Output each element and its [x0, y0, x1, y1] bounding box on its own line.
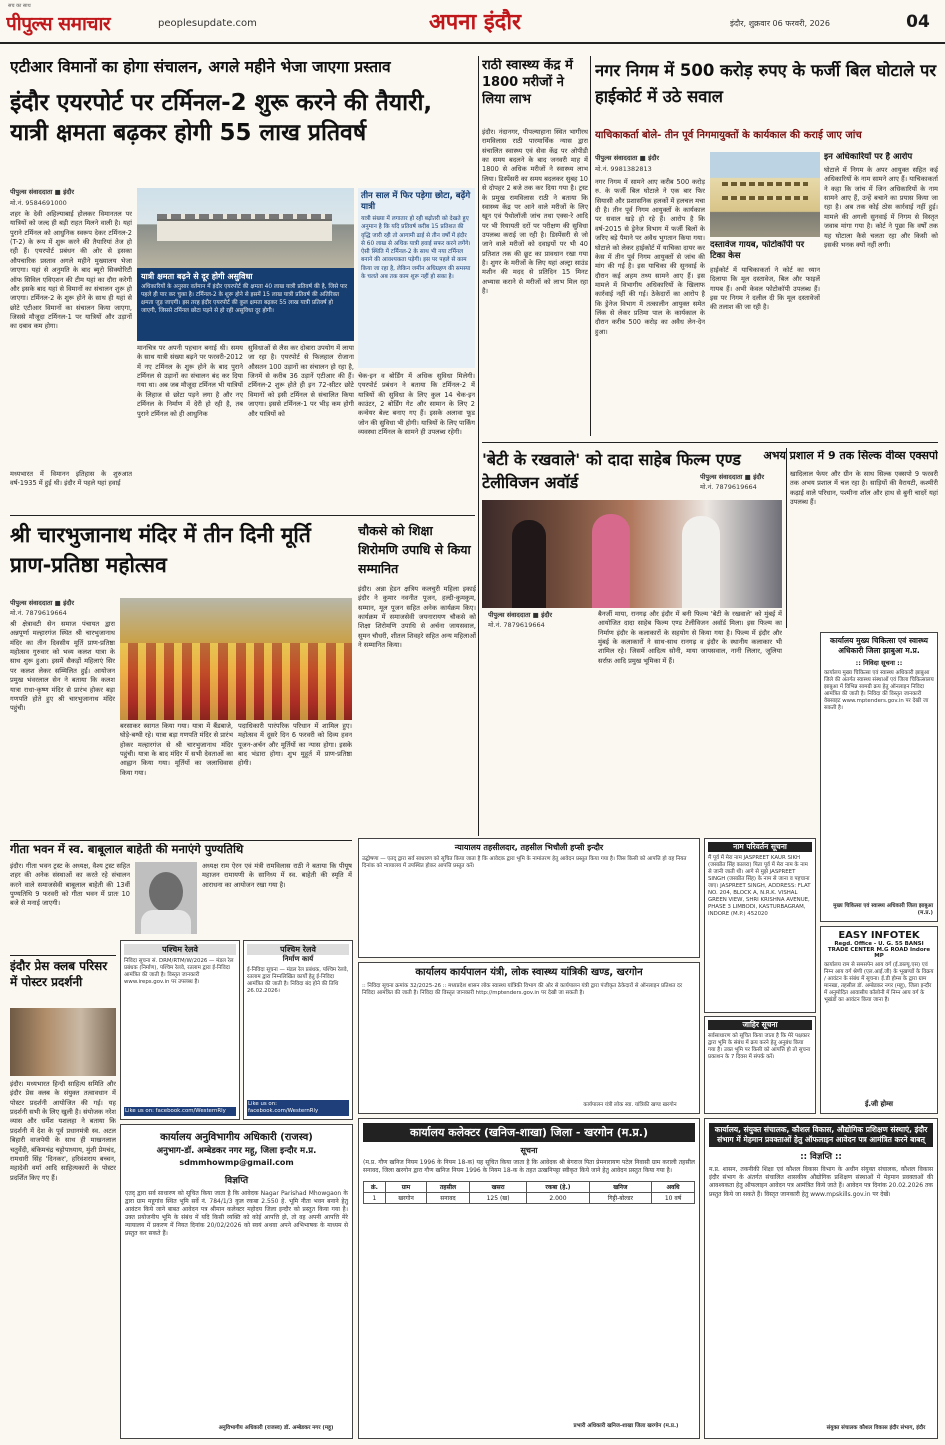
abhay-mobile: मो.नं. 7879619664: [700, 483, 757, 491]
easy-infotek-notice: [820, 926, 938, 1114]
western-rly-notice-2: [243, 940, 353, 1120]
khanij-title: कार्यालय कलेक्टर (खनिज-शाखा) जिला - खरगोन (म.प्र.): [363, 1123, 695, 1142]
khanij-table: [363, 1181, 695, 1204]
easy-sign: ई.जी होम्स: [864, 1100, 894, 1108]
column-rule: [478, 56, 479, 836]
geeta-headline: गीता भवन में स्व. बाबूलाल बाहेती की मनाएंगे पुण्यतिथि: [10, 843, 244, 856]
chaar-headline: श्री चारभुजानाथ मंदिर में तीन दिनी मूर्ति प्राण-प्रतिष्ठा महोत्सव: [10, 523, 311, 578]
anu-email[interactable]: sdmmhowmp@gmail.com: [179, 1158, 294, 1167]
airport-col1: शहर के देवी अहिल्याबाई होलकर विमानतल पर यात्रियों को जल्द ही बड़ी राहत मिलने वाली है। यहां पुराने टर्मिनल को आधुनिक स्वरूप देकर टर्मिनल-2 (T-2) के रूप में शुरू करने की तैयारियां तेज हो रही हैं। एयरपोर्ट प्रबंधन की ओर से इसका औपचारिक प्रस्ताव अगले महीने मुख्यालय भेजा जाएगा। यहां से अनुमति के बाद ब्यूरो सिक्योरिटी ऑफ सिविल एविएशन की टीम यहां का दौरा करेगी और इसके बाद यहां से विमानों का संचालन शुरू हो जाएगा। टर्मिनल-2 के शुरू होने के साथ ही यहां से छोटे एटीआर विमानों का संचालन किया जाएगा, जिससे मौजूदा टर्मिनल-1 पर यात्रियों और उड़ानों का दबाव कम होगा।: [10, 210, 132, 331]
nagar-side-box: [824, 152, 938, 438]
anu-text: एतद् द्वारा सर्व साधारण को सूचित किया जाता है कि आवेदक Nagar Parishad Mhowgaon के द्वारा ग्राम महूगांव स्थित भूमि सर्वे नं. 784/1/3 कुल रकबा 2.550 हे. भूमि नीता भवन बनाने हेतु आवंटन किये जाने बाबत आवेदन पत्र श्रीमान कलेक्टर महोदय जिला इन्दौर को प्रस्तुत किया गया है। उक्त प्रयोजनीय भूमि के संबंध में यदि किसी व्यक्ति को कोई आपत्ति हो, तो वह अपनी आपत्ति मेरे न्यायालय में प्रकरण में नियत दिनांक 20/02/2026 को स्वयं अथवा अपने अभिभाषक के माध्यम से प्रस्तुत कर सकते हैं।: [125, 1190, 348, 1238]
press-photo: [10, 1008, 116, 1076]
western1-link[interactable]: Like us on: facebook.com/WesternRly: [124, 1107, 236, 1116]
airport-side-text: यात्री संख्या में लगातार हो रही बढ़ोतरी को देखते हुए अनुमान है कि यदि प्रतिवर्ष करीब 15 प्रतिशत की वृद्धि जारी रही तो आगामी ढाई से तीन वर्षों में इंदौर से 60 लाख से अधिक यात्री हवाई सफर करने लगेंगे। ऐसी स्थिति में टर्मिनल-2 के साथ भी नया टर्मिनल बनाने की आवश्यकता पड़ेगी। इस पर पहले से काम किया जा रहा है, लेकिन जमीन अधिग्रहण की समस्या के चलते अब तक काम शुरू नहीं हो सका है।: [361, 216, 471, 280]
airport-col3: सुविधाओं से लैस कर दोबारा उपयोग में लाया जा रहा है। एयरपोर्ट से फिलहाल रोजाना औसतन 100 उड़ानों का संचालन हो रहा है, जिनमें से करीब 36 उड़ानें एटीआर की हैं। टर्मिनल-2 शुरू होते ही इन 72-सीटर छोटे विमानों को इसी टर्मिनल से संचालित किया जाएगा। इससे टर्मिनल-1 पर भीड़ कम होगी और यात्रियों को: [248, 344, 354, 418]
western1-title: पश्चिम रेलवे: [124, 944, 236, 955]
press-text: इंदौर। मध्यभारत हिन्दी साहित्य समिति और इंदौर प्रेस क्लब के संयुक्त तत्वावधान में पोस्टर प्रदर्शनी आयोजित की गई। यह प्रदर्शनी सभी के लिए खुली है। संयोजक नरेश व्यास और धर्मेश यशलहा ने बताया कि प्रदर्शनी में देश के पूर्व प्रधानमंत्री स्व. अटल बिहारी वाजपेयी के साथ ही माखनलाल चतुर्वेदी, बंकिमचंद्र चट्टोपाध्याय, मुंशी प्रेमचंद, रामधारी सिंह 'दिनकर', हरिवंशराय बच्चन, महादेवी वर्मा आदि साहित्यकारों के पोस्टर प्रदर्शित किए गए हैं।: [10, 1080, 116, 1182]
jahir-text: सर्वसाधारण को सूचित किया जाता है कि मेरे पक्षकार द्वारा भूमि के संबंध में क्रय करने हेतु अनुबंध किया गया है। उक्त भूमि पर किसी को आपत्ति हो तो सूचना प्रकाशन के 7 दिवस में संपर्क करें।: [708, 1033, 811, 1061]
kar-title: कार्यालय कार्यपालन यंत्री, लोक स्वास्थ्य यांत्रिकी खण्ड, खरगोन: [415, 967, 643, 978]
airport-side-box: [358, 188, 475, 368]
section-title: अपना इंदौर: [428, 10, 522, 35]
anu-sign: अनुविभागीय अधिकारी (राजस्व) डॉ. अम्बेडकर नगर (महू): [218, 1424, 334, 1431]
award-photo: [482, 500, 782, 608]
nyayalaya-text: उद्घोषणा — एतद् द्वारा सर्व साधारण को सूचित किया जाता है कि आवेदक द्वारा भूमि के नामांतरण हेतु आवेदन प्रस्तुत किया गया है। जिस किसी को आपत्ति हो वह नियत दिनांक को न्यायालय में उपस्थित होकर आपत्ति प्रस्तुत करें।: [362, 856, 687, 870]
column-rule: [590, 56, 591, 436]
nagar-headline: नगर निगम में 500 करोड़ रुपए के फर्जी बिल घोटाले पर हाईकोर्ट में उठे सवाल: [595, 61, 937, 106]
chaar-byline: पीपुल्स संवाददाता ■ इंदौर: [10, 599, 75, 607]
naam-title: नाम परिवर्तन सूचना: [708, 842, 812, 852]
nagar-photo-title: दस्तावेज गायब, फोटोकॉपी पर टिका केस: [710, 240, 805, 262]
western2-link[interactable]: Like us on: facebook.com/WesternRly: [247, 1100, 349, 1116]
rathi-text: इंदौर। नंदानगर, पीपल्याहाना स्थित भागीरथ रामविलास राठी पारमार्थिक न्यास द्वारा संचालित स्वास्थ्य एवं सेवा केंद्र पर ओपीडी का समय बदलने के बाद जनवरी माह में 1800 से अधिक मरीजों ने स्वास्थ्य लाभ लिया। डिस्पेंसरी का समय बदलकर सुबह 10 से दोपहर 2 बजे तक कर दिया गया है। ट्रस्ट के प्रमुख रामविलास राठी ने बताया कि स्वास्थ्य केंद्र पर आने वाले मरीजों के लिए खून एवं पैथोलॉजी जांच तथा एक्स-रे आदि पर भी रियायती दरों पर परीक्षण की सुविधा उपलब्ध कराई जा रही है। डिस्पेंसरी से जो जाने वाले मरीजों को दवाइयों पर भी 40 प्रतिशत तक की छूट का प्रावधान रखा गया है। शुगर के मरीजों के लिए यहां अल्ट्रा साउंड मशीन की मदद से प्रतिदिन 15 मिनट अभ्यास कराने से मरीजों को लाभ मिल रहा है।: [482, 128, 588, 296]
site-url[interactable]: peoplesupdate.com: [158, 18, 257, 29]
newspaper-logo: [6, 10, 156, 36]
cmho-notice: [820, 632, 938, 922]
nagar-subhead: याचिकाकर्ता बोले- तीन पूर्व निगमायुक्तों के कार्यकाल की कराई जाए जांच: [595, 130, 862, 141]
kar-sign: कार्यपालन यंत्री लोक स्वा. यांत्रिकी खण्ड खरगोन: [583, 1101, 677, 1108]
khanij-sub: सूचना: [520, 1146, 538, 1155]
kar-text: :: निविदा सूचना क्रमांक 32/2025-26 :: मध्यप्रदेश शासन लोक स्वास्थ्य यांत्रिकी विभाग की ओर से कार्यपालन यंत्री द्वारा पंजीकृत ठेकेदारों से ऑनलाइन प्रतिशत दर निविदा आमंत्रित की जाती है। निविदा की विस्तृत जानकारी http://mptenders.gov.in पर देखी जा सकती है।: [362, 983, 683, 997]
sanyukt-notice: [704, 1118, 938, 1439]
nagar-side-text: घोटाले में निगम के अपर आयुक्त सहित कई अधिकारियों के नाम सामने आए हैं। याचिकाकर्ता ने कहा कि जांच में जिन अधिकारियों के नाम सामने आए हैं, उन्हें बचाने का प्रयास किया जा रहा है। अब तक कोई ठोस कार्रवाई नहीं हुई। मामले की अगली सुनवाई में निगम से विस्तृत जवाब मांगा गया है। कोर्ट ने पूछा कि वर्षों तक यह घोटाला कैसे चलता रहा और किसी को इसकी भनक क्यों नहीं लगी।: [824, 166, 938, 249]
logo-text: पीपुल्स समाचार: [6, 13, 111, 35]
nagar-photo: [710, 152, 820, 237]
karyapalan-notice: [358, 962, 700, 1114]
anu-sub: अनुभाग-डॉ. अम्बेडकर नगर महू, जिला इन्दौर म.प्र.: [156, 1146, 317, 1156]
abhay-byline: पीपुल्स संवाददाता ■ इंदौर: [700, 473, 765, 481]
rathi-headline: राठी स्वास्थ्य केंद्र में 1800 मरीजों ने लिया लाभ: [482, 58, 573, 107]
cmho-sub: :: निविदा सूचना ::: [855, 658, 903, 667]
western2-text: ई-निविदा सूचना — मंडल रेल प्रबंधक, पश्चिम रेलवे, रतलाम द्वारा निम्नलिखित कार्यों हेतु ई-निविदा आमंत्रित की जाती है। निविदा बंद होने की तिथि 26.02.2026।: [247, 967, 349, 995]
naam-parivartan-notice: [704, 838, 816, 1013]
section-rule: [10, 840, 352, 841]
table-row: 1 खरगोन सनावद 125 (ख) 2.000 गिट्टी-बोल्डर 10 वर्ष: [364, 1193, 695, 1204]
nyayalaya-title: न्यायालय तहसीलदार, तहसील भिचौली हप्सी इन्दौर: [454, 843, 604, 852]
airport-byline: पीपुल्स संवाददाता ■ इंदौर: [10, 188, 75, 196]
airport-photo: [137, 188, 354, 268]
airport-caption-title: यात्री क्षमता बढ़ने से दूर होगी असुविधा: [141, 272, 253, 281]
chaar-mobile: मो.नं. 7879619664: [10, 609, 67, 617]
logo-tagline: सच का साथ: [8, 3, 31, 9]
abhay-text: खादिलाल फेयर और ग्रीन के साथ सिल्क एक्सपो 9 फरवरी तक अभय प्रशाल में चल रहा है। साड़ियों की वैरायटी, कश्मीरी कढ़ाई वाले परिधान, पश्मीना शॉल और हाथ से बुनी चादरें यहां उपलब्ध हैं।: [790, 470, 938, 507]
chauke-headline: चौकसे को शिक्षा शिरोमणि उपाधि से किया सम्मानित: [358, 523, 471, 576]
dada-mobile: मो.नं. 7879619664: [488, 621, 545, 629]
easy-title: EASY INFOTEK: [838, 930, 920, 941]
chaar-col3: पदाधिकारी पारंपरिक परिधान में शामिल हुए। महोत्सव में दूसरे दिन 6 फरवरी को दिव्य हवन पूजन-अर्चन और मूर्तियों का न्यास होगा। इसके बाद भंडारा होगा। शुभ मुहूर्त में प्राण-प्रतिष्ठा होगी।: [238, 722, 352, 768]
section-rule: [10, 955, 116, 956]
airport-headline: इंदौर एयरपोर्ट पर टर्मिनल-2 शुरू करने की तैयारी, यात्री क्षमता बढ़कर होगी 55 लाख प्रतिवर्ष: [10, 90, 433, 147]
naam-text: मैं पूर्व में मेरा नाम JASPREET KAUR SIKH (जसप्रीत सिंह कालरा) पिता पूर्व में मेरा नाम के नाम से जानी जाती थी। आगे से मुझे JASPREET SINGH (जसप्रीत सिंह) के नाम से जाना व पहचाना जाए। JASPREET SINGH, ADDRESS: FLAT NO. 204, BLOCK A, N.R.K. VISHAL GREEN VIEW, SHRI KRISHNA AVENUE, PHASE 3 LIMBODI, KASTURBAGRAM, INDORE (M.P.) 452020: [708, 855, 811, 918]
airport-caption-box: [137, 268, 354, 341]
sanyukt-text: म.प्र. शासन, तकनीकी शिक्षा एवं कौशल विकास विभाग के अधीन संयुक्त संचालक, कौशल विकास इंदौर संभाग के अंतर्गत संचालित शासकीय औद्योगिक प्रशिक्षण संस्थाओं में मेहमान प्रवक्ताओं की आवश्यकता हेतु ऑफलाइन आवेदन पत्र आमंत्रित किये जाते हैं। आवेदन पत्र दिनांक 20.02.2026 तक प्रस्तुत किये जा सकते हैं। विस्तृत जानकारी हेतु www.mpskills.gov.in पर देखें।: [709, 1166, 933, 1198]
jahir-title: जाहिर सूचना: [708, 1020, 812, 1030]
dateline: इंदौर, शुक्रवार 06 फरवरी, 2026: [730, 19, 830, 28]
geeta-text: इंदौर। गीता भवन ट्रस्ट के अध्यक्ष, वैश्य ट्रस्ट सहित शहर की अनेक संस्थाओं का करते रहे संचालन करने वाले समाजसेवी बाबूलाल बाहेती की 13वीं पुण्यतिथि 9 फरवरी को गीता भवन में प्रातः 10 बजे से मनाई जाएगी।: [10, 862, 130, 908]
sanyukt-sub: :: विज्ञप्ति ::: [800, 1152, 842, 1163]
sanyukt-sign: संयुक्त संचालक कौशल विकास इंदौर संभाग, इंदौर: [826, 1424, 926, 1431]
abhay-headline: अभय प्रशाल में 9 तक सिल्क वीव्स एक्सपो: [763, 450, 938, 462]
easy-text: कार्यालय राम से समसपेन आय वर्ग (ई.डब्ल्यू.एस) एवं निम्न आय वर्ग श्रेणी (एल.आई.जी) के भूखण्डों के विक्रय / आवंटन के संबंध में सूचना। ई.डी होम्स के द्वारा ग्राम मानखा, तहसील डॉ. अम्बेडकर नगर (महू), जिला इन्दौर में अनुमोदित आवासीय कॉलोनी में निम्न आय वर्ग के भूखंडों का आवंटन किया जाना है।: [824, 962, 934, 1004]
nagar-text: नगर निगम में सामने आए करीब 500 करोड़ रु. के फर्जी बिल घोटाले ने एक बार फिर सियासी और प्रशासनिक हलकों में हलचल मचा दी है। तीन पूर्व निगम आयुक्तों के कार्यकाल पर सवाल खड़े हो रहे हैं। आरोप है कि वर्ष-2015 से ड्रेनेज विभाग में फर्जी बिलों के जरिए बड़े पैमाने पर अवैध भुगतान किया गया। घोटाले को लेकर हाईकोर्ट में याचिका दायर कर केस में तीन पूर्व निगम आयुक्तों से जांच की मांग की गई है। इस याचिका की सुनवाई के दौरान कई अहम तथ्य सामने आए हैं। इस मामले में विभागीय अधिकारियों के खिलाफ कार्रवाई नहीं की गई। ठेकेदारों का आरोप है कि ड्रेनेज विभाग में तत्कालीन आयुक्त समेत लिंक से लेकर प्रतिमा पाल के कार्यकाल के दौरान करीब 500 करोड़ का अवैध लेन-देन हुआ।: [595, 178, 705, 336]
section-rule: [482, 442, 938, 443]
sanyukt-title: कार्यालय, संयुक्त संचालक, कौशल विकास, औद्योगिक प्रशिक्षण संस्थाएं, इंदौर संभाग में मेहमान प्रवक्ताओं हेतु ऑफलाइन आवेदन पत्र आमंत्रित करने बाबत्: [709, 1123, 933, 1147]
easy-sub: Regd. Office - U. G. 55 BANSI TRADE CENTER M.G ROAD Indore MP: [827, 941, 931, 959]
western1-text: निविदा सूचना सं. DRM/RTM/W/2026 — मंडल रेल प्रबंधक (निर्माण), पश्चिम रेलवे, रतलाम द्वारा ई-निविदा आमंत्रित की जाती है। विस्तृत जानकारी www.ireps.gov.in पर उपलब्ध है।: [124, 958, 234, 986]
press-headline: इंदौर प्रेस क्लब परिसर में पोस्टर प्रदर्शनी: [10, 959, 108, 990]
dada-byline: पीपुल्स संवाददाता ■ इंदौर: [488, 611, 553, 619]
chauke-text: इंदौर। अन्ना हेडन क्षत्रिय कलचुरी महिला इकाई इंदौर ने कुमार नवनीत पूजन, हल्दी-कुमकुम, सम्मान, मूल पूजन सहित अनेक कार्यक्रम किए। कार्यक्रम में समाजसेवी जयनारायण चौकसे को शिक्षा शिरोमणि उपाधि से अर्चना जायसवाल, सुमन चौधरी, शीतल शिवहरे सहित अन्य महिलाओं ने सम्मानित किया।: [358, 585, 476, 650]
masthead: [0, 0, 945, 44]
column-rule: [786, 448, 787, 628]
cmho-text: कार्यालय मुख्य चिकित्सा एवं स्वास्थ्य अधिकारी झाबुआ जिले की अंतर्गत स्वास्थ्य संस्थाओं एवं जिला चिकित्सालय झाबुआ में विभिन्न सामग्री क्रय हेतु ऑनलाइन निविदा आमंत्रित की जाती है। निविदा की विस्तृत जानकारी वेबसाइट www.mptenders.gov.in पर देखी जा सकती है।: [824, 669, 934, 711]
western-rly-notice-1: [120, 940, 240, 1120]
khanij-notice: [358, 1118, 700, 1439]
airport-kicker: एटीआर विमानों का होगा संचालन, अगले महीने भेजा जाएगा प्रस्ताव: [10, 58, 391, 76]
nyayalaya-notice: [358, 838, 700, 958]
khanij-text: (म.प्र. गौण खनिज नियम 1996 के नियम 18-क) यह सूचित किया जाता है कि आवेदक श्री बेगराज पिता प्रेमनारायण पटेल निवासी ग्राम कराली तहसील सनावद, जिला खरगोन द्वारा गौण खनिज नियम 1996 के नियम 18-क के तहत उत्खनिपट्टा स्वीकृत किये जाने हेतु आवेदन प्रस्तुत किया गया है।: [363, 1159, 695, 1175]
airport-caption-text: अधिकारियों के अनुसार वर्तमान में इंदौर एयरपोर्ट की क्षमता 40 लाख यात्री प्रतिवर्ष की है, जिसे पार पहले ही पार कर चुका है। टर्मिनल-2 के शुरू होने से इसमें 15 लाख यात्री प्रतिवर्ष की अतिरिक्त क्षमता जुड़ जाएगी। इस तरह इंदौर एयरपोर्ट की कुल क्षमता बढ़कर 55 लाख यात्री प्रतिवर्ष हो जाएगी, जिससे टर्मिनल छोटा पड़ने से हो रही असुविधा दूर होगी।: [141, 284, 348, 314]
page-number: 04: [906, 12, 930, 32]
jahir-notice: [704, 1016, 816, 1114]
western2-title: पश्चिम रेलवे: [247, 944, 349, 955]
cmho-title: कार्यालय मुख्य चिकित्सा एवं स्वास्थ्य अधिकारी जिला झाबुआ म.प्र.: [829, 636, 929, 655]
anuvibhagiya-notice: [120, 1124, 353, 1439]
airport-side-title: तीन साल में फिर पड़ेगा छोटा, बढ़ेंगे यात्री: [361, 191, 471, 212]
airport-col2: मानचित्र पर अपनी पहचान बनाई थी। समय के साथ यात्री संख्या बढ़ने पर फरवरी-2012 में नए टर्मिनल के शुरू होने के बाद पुराने टर्मिनल से उड़ानों का संचालन बंद कर दिया गया था। अब जब मौजूदा टर्मिनल भी यात्रियों के लिहाज से छोटा पड़ने लगा है और नए टर्मिनल के निर्माण में देरी हो रही है, तब पुराने टर्मिनल को ही आधुनिक: [137, 344, 243, 418]
nagar-mobile: मो.नं. 9981382813: [595, 165, 652, 173]
airport-col4: चेक-इन व बोर्डिंग में अधिक सुविधा मिलेगी। एयरपोर्ट प्रबंधन ने बताया कि टर्मिनल-2 में यात्रियों की सुविधा के लिए कुल 14 चेक-इन काउंटर, 2 बोर्डिंग गेट और सामान के लिए 2 कन्वेयर बेल्ट बनाए गए हैं। इसके अलावा फूड जोन की सुविधा भी होगी। यात्रियों के लिए पार्किंग व्यवस्था टर्मिनल के सामने ही उपलब्ध रहेगी।: [358, 372, 475, 437]
anu-title: कार्यालय अनुविभागीय अधिकारी (राजस्व): [160, 1132, 313, 1143]
geeta-text2: अध्यक्ष राम ऐरन एवं मंत्री रामविलास राठी ने बताया कि पीयूष महाजन रामायणी के सानिध्य में स्व. बाहेती की स्मृति में आराधना का आयोजन रखा गया है।: [202, 862, 352, 889]
table-row: क्रं. ग्राम तहसील खसरा रकबा (हे.) खनिज अवधि: [364, 1182, 695, 1193]
procession-photo: [120, 598, 352, 720]
nagar-side-title: इन अधिकारियों पर है आरोप: [824, 152, 913, 162]
babulal-photo: [135, 862, 197, 934]
khanij-sign: प्रभारी अधिकारी खनिज-शाखा जिला खरगोन (म.प्र.): [573, 1422, 679, 1429]
dada-text: बैनर्जी माया, रानगढ़ और इंदौर में बनी फिल्म 'बेटी के रखवाले' को मुंबई में आयोजित दादा साहेब फिल्म एण्ड टेलीविजन अवॉर्ड मिला। इस फिल्म का निर्माण इंदौर के कलाकारों के सहयोग से किया गया है। फिल्म में इंदौर और मुंबई के कलाकारों ने साथ-साथ रानगढ़ व इंदौर के स्थानीय कलाकार भी शामिल रहे। जिसमें आदित्य सोनी, माया जायसवाल, नानी लिलार, जूलिया सर्राफ़ आदि प्रमुख भूमिका में हैं।: [598, 610, 782, 665]
nagar-byline: पीपुल्स संवाददाता ■ इंदौर: [595, 154, 660, 162]
chaar-col1: श्री क्षेत्रावटी सेन समाज पंचायत द्वारा अन्नपूर्णा मल्हारगंज स्थित श्री चारभुजानाथ मंदिर का तीन दिवसीय मूर्ति प्राण-प्रतिष्ठा महोत्सव गुरुवार को भव्य कलश यात्रा के साथ शुरू हुआ। इसमें सैकड़ों महिलाएं सिर पर कलश लेकर सम्मिलित हुईं। आयोजन प्रमुख भंवरलाल सेन ने बताया कि कलश यात्रा राधा-कृष्ण मंदिर से प्रारंभ होकर बड़ा गणपति होते हुए श्री चारभुजानाथ मंदिर पहुंची।: [10, 620, 115, 713]
western2-sub: निर्माण कार्य: [282, 955, 314, 963]
dada-headline: 'बेटी के रखवाले' को दादा साहेब फिल्म एण्ड टेलीविजन अवॉर्ड: [482, 450, 741, 493]
cmho-sign: मुख्य चिकित्सा एवं स्वास्थ्य अधिकारी जिला झाबुआ (म.प्र.): [833, 902, 933, 916]
airport-col1b: मध्यभारत में विमानन इतिहास के शुरुआत वर्ष-1935 में हुई थी। इंदौर में पहले यहां हवाई: [10, 470, 132, 488]
anu-vigyapti: विज्ञप्ति: [224, 1176, 249, 1186]
chaar-col2: बरसाकर स्वागत किया गया। यात्रा में बैंडबाजे, घोड़े-बग्घी रहे। यात्रा बड़ा गणपति मंदिर से प्रारंभ होकर मल्हारगंज से श्री चारभुजानाथ मंदिर पहुंची। यात्रा के बाद मंदिर में सभी देवताओं का आह्वान किया गया। मूर्तियों का जलाधिवास किया गया।: [120, 722, 233, 777]
airport-mobile: मो.नं. 9584691000: [10, 199, 67, 207]
nagar-photo-text: हाईकोर्ट में याचिकाकर्ता ने कोर्ट का ध्यान दिलाया कि मूल दस्तावेज, बिल और फाइलें गायब हैं। अभी केवल फोटोकॉपी उपलब्ध हैं। इस पर निगम ने दलील दी कि मूल दस्तावेजों की तलाश की जा रही है।: [710, 266, 820, 312]
section-rule: [10, 515, 475, 516]
